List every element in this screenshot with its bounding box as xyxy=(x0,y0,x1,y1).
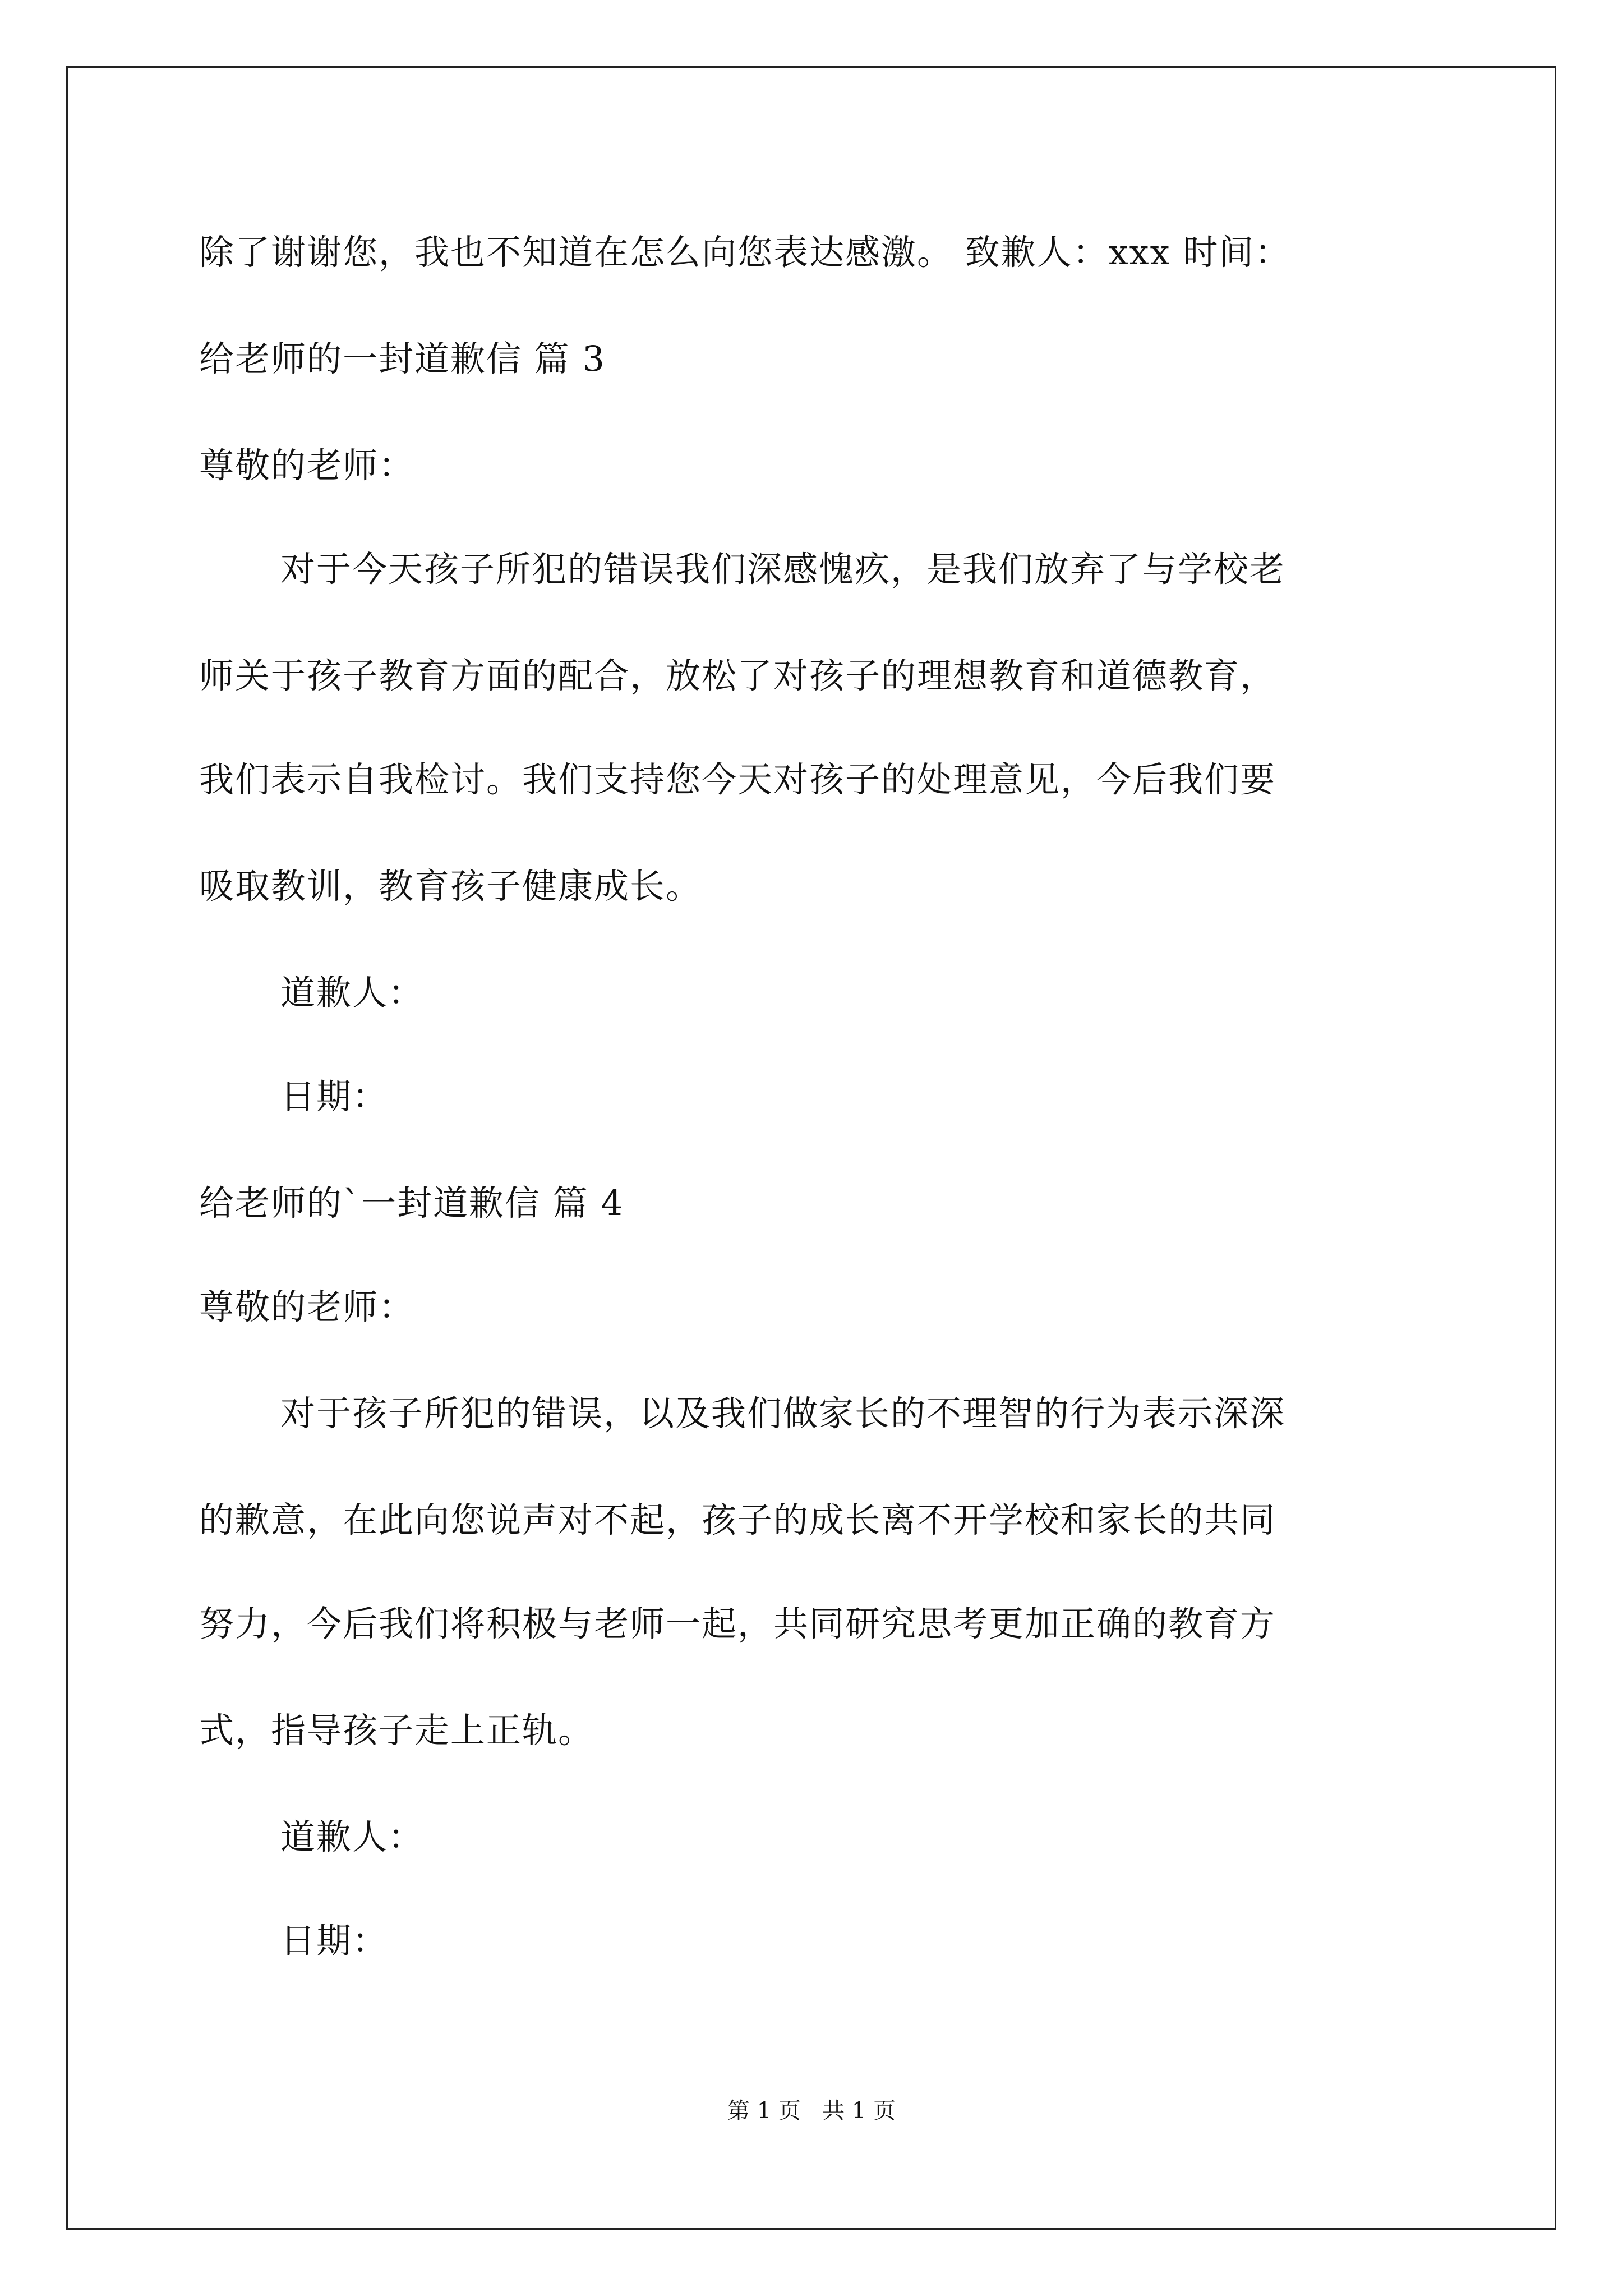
body-line: 的歉意，在此向您说声对不起，孩子的成长离不开学校和家长的共同 xyxy=(199,1499,1276,1540)
body-line: 师关于孩子教育方面的配合，放松了对孩子的理想教育和道德教育， xyxy=(199,655,1276,696)
salutation: 尊敬的老师： xyxy=(199,445,415,486)
page-frame xyxy=(66,66,1556,2230)
date-label: 日期： xyxy=(280,1076,389,1117)
body-line: 吸取教训，教育孩子健康成长。 xyxy=(199,866,702,907)
section-title-3: 给老师的一封道歉信 篇 3 xyxy=(199,338,606,379)
body-line: 对于孩子所犯的错误，以及我们做家长的不理智的行为表示深深 xyxy=(280,1393,1286,1434)
signature-label: 道歉人： xyxy=(280,972,425,1013)
salutation: 尊敬的老师： xyxy=(199,1286,415,1327)
body-line: 对于今天孩子所犯的错误我们深感愧疚，是我们放弃了与学校老 xyxy=(280,549,1286,590)
signature-label: 道歉人： xyxy=(280,1816,425,1857)
closing-line: 除了谢谢您，我也不知道在怎么向您表达感激。 致歉人：xxx 时间： xyxy=(199,232,1291,273)
body-line: 我们表示自我检讨。我们支持您今天对孩子的处理意见，今后我们要 xyxy=(199,759,1276,800)
body-line: 努力，今后我们将积极与老师一起，共同研究思考更加正确的教育方 xyxy=(199,1603,1276,1644)
date-label: 日期： xyxy=(280,1920,389,1961)
section-title-4: 给老师的`一封道歉信 篇 4 xyxy=(199,1182,624,1223)
body-line: 式，指导孩子走上正轨。 xyxy=(199,1710,594,1751)
page-number-footer: 第 1 页 共 1 页 xyxy=(727,2098,896,2124)
